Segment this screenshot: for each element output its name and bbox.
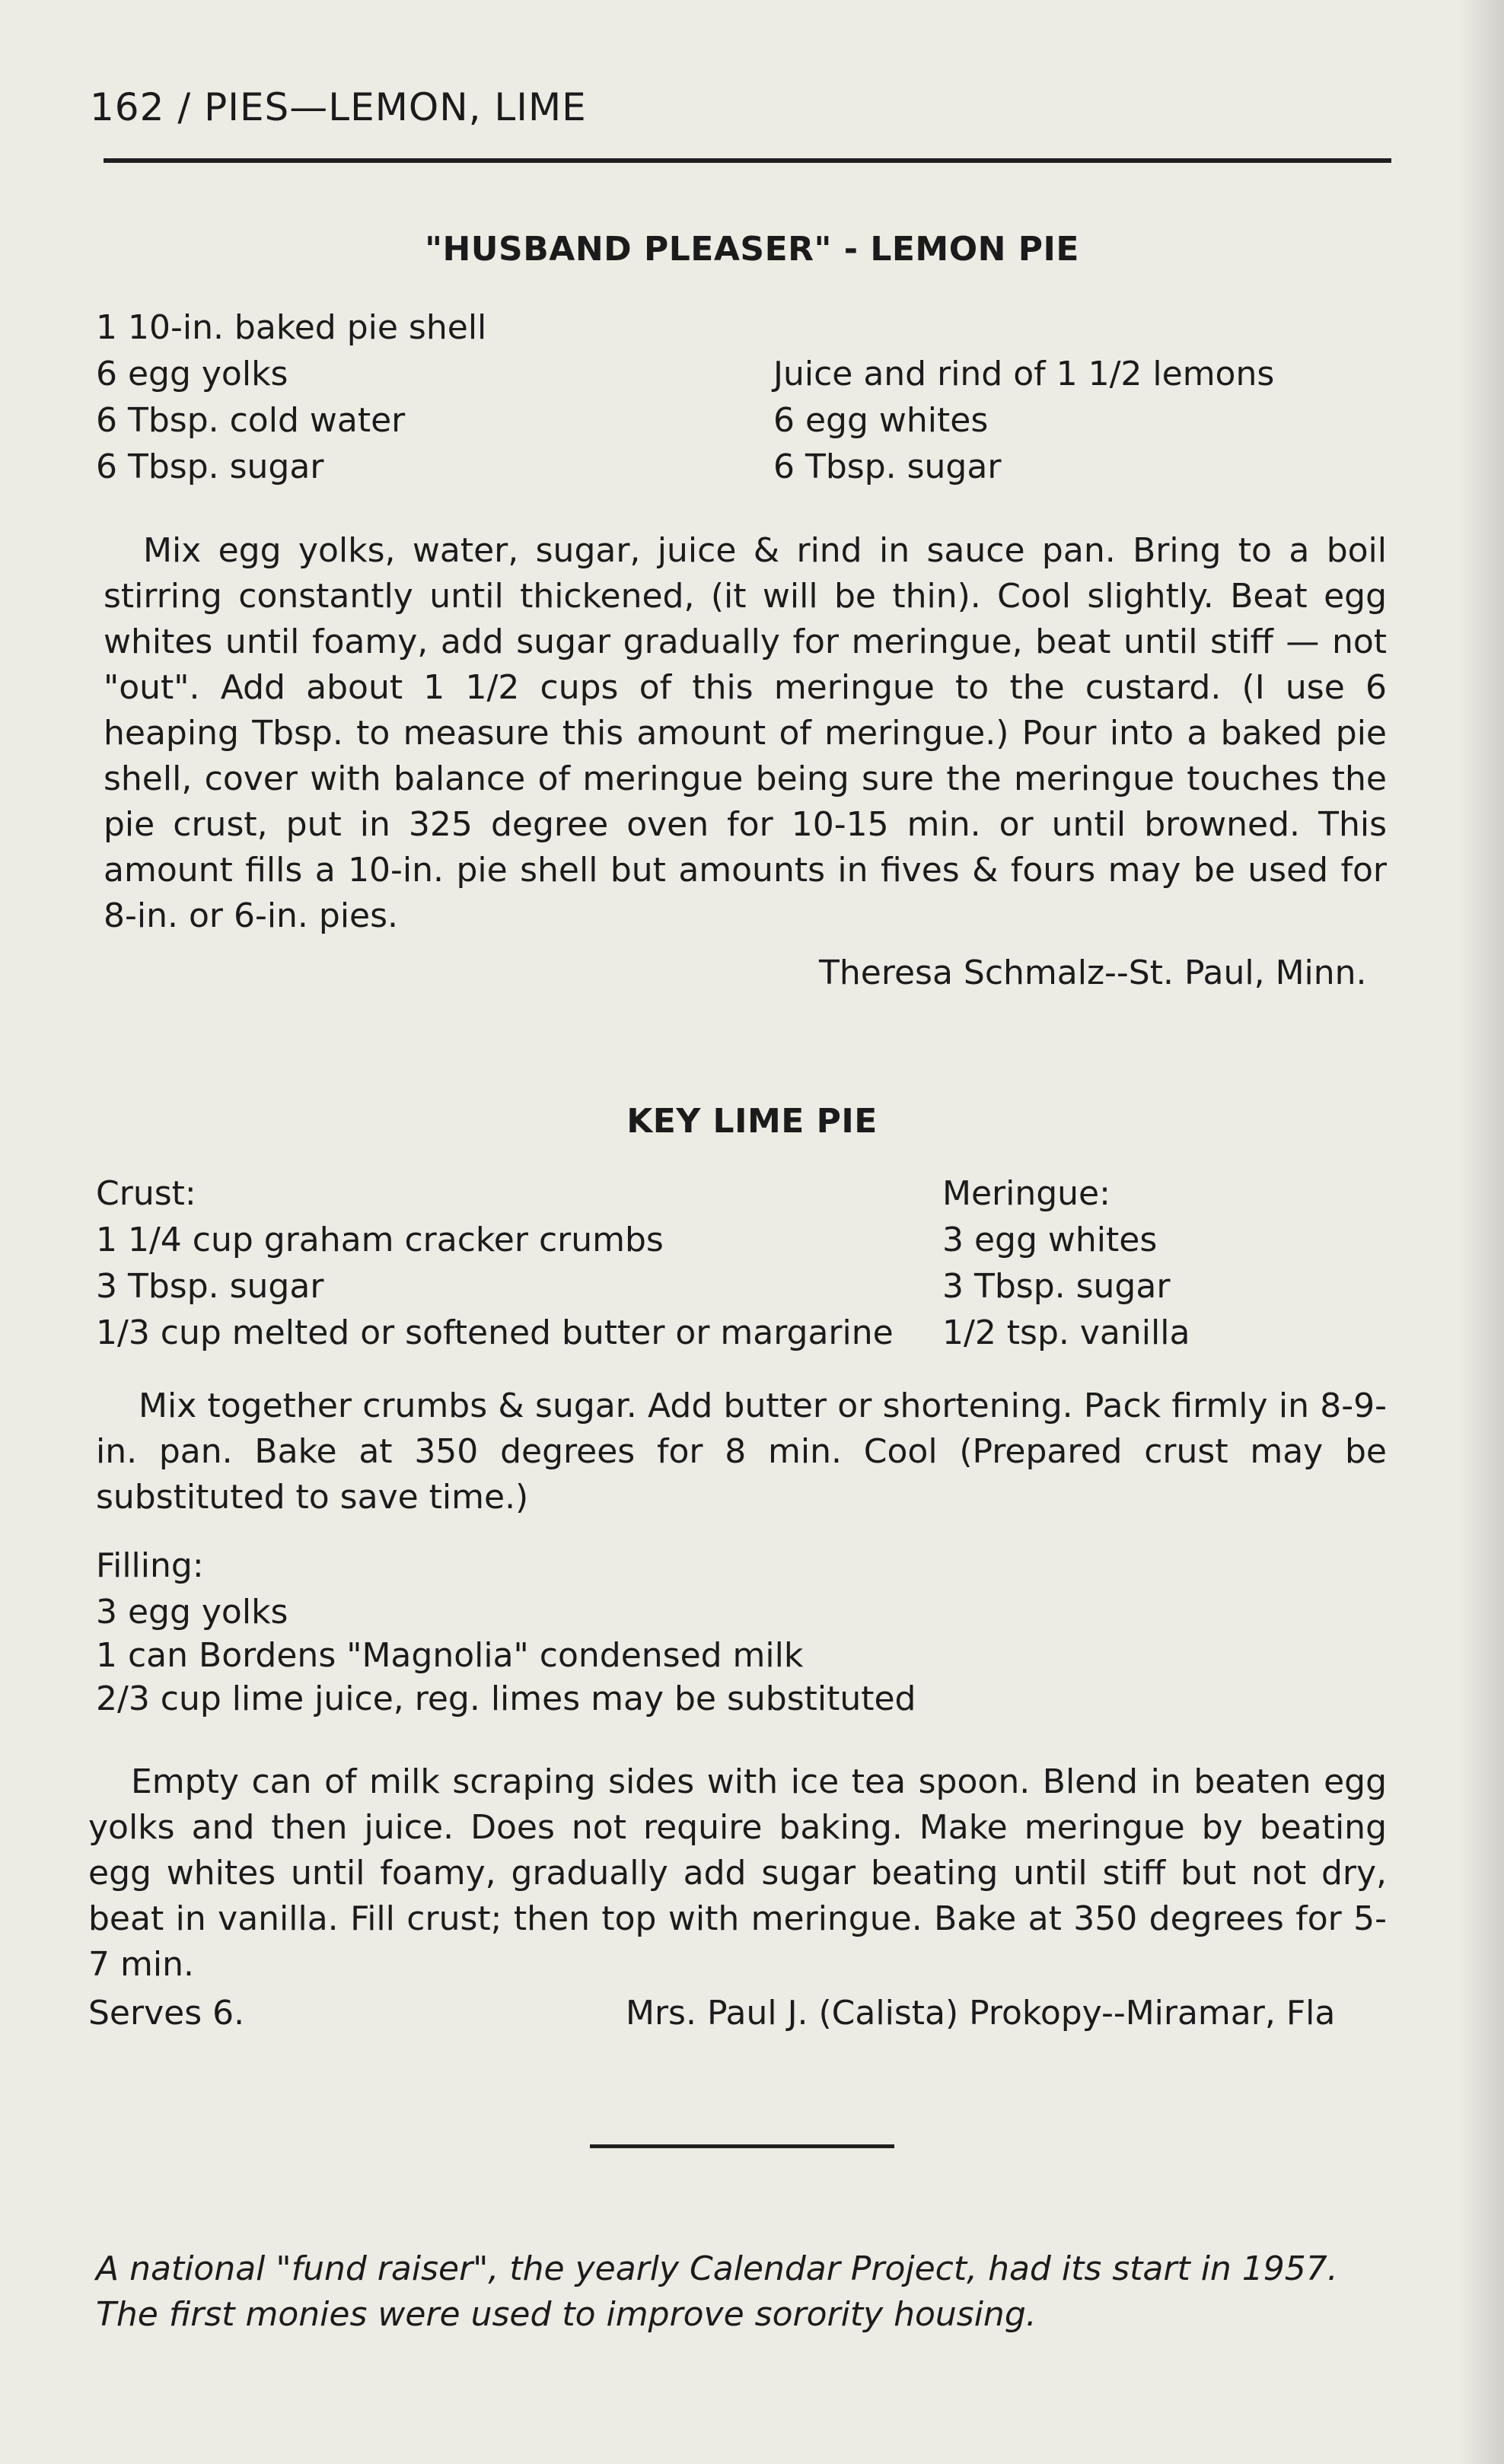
- lemon-ingredient: 6 Tbsp. sugar: [96, 447, 324, 486]
- lemon-ingredient: 6 Tbsp. sugar: [773, 447, 1002, 486]
- header-rule: [104, 158, 1391, 163]
- lemon-pie-byline: Theresa Schmalz--St. Paul, Minn.: [819, 953, 1367, 992]
- crust-ingredient: 3 Tbsp. sugar: [96, 1267, 324, 1306]
- page-edge-shadow: [1458, 0, 1504, 2464]
- lemon-ingredient: 6 Tbsp. cold water: [96, 401, 406, 440]
- meringue-ingredient: 3 Tbsp. sugar: [942, 1267, 1171, 1306]
- filling-instructions: Empty can of milk scraping sides with ice tea spoon. Blend in beaten egg yolks and then juice. Does not require baking. Make meringue by beating egg whites until foamy, gradually add sugar beating until stiff but not dry, beat in vanilla. Fill crust; then top with meringue. Bake at 350 degrees for 5-7 min.: [88, 1762, 1387, 1984]
- lemon-ingredient: 6 egg yolks: [96, 355, 288, 393]
- key-lime-pie-byline: Mrs. Paul J. (Calista) Prokopy--Miramar, Fla: [626, 1994, 1336, 2033]
- lemon-pie-title: "HUSBAND PLEASER" - LEMON PIE: [425, 230, 1079, 269]
- meringue-heading: Meringue:: [942, 1174, 1110, 1213]
- meringue-ingredient: 1/2 tsp. vanilla: [942, 1313, 1190, 1352]
- filling-ingredient: 2/3 cup lime juice, reg. limes may be substituted: [96, 1679, 916, 1718]
- lemon-pie-instructions: Mix egg yolks, water, sugar, juice & rind in sauce pan. Bring to a boil stirring constantly until thickened, (it will be thin). Cool slightly. Beat egg whites until foamy, add sugar gradually for meringue, beat until stiff — not "out". Add about 1 1/2 cups of this meringue to the custard. (I use 6 heaping Tbsp. to measure this amount of meringue.) Pour into a baked pie shell, cover with balance of meringue being sure the meringue touches the pie crust, put in 325 degree oven for 10-15 min. or until browned. This amount fills a 10-in. pie shell but amounts in fives & fours may be used for 8-in. or 6-in. pies.: [104, 531, 1387, 935]
- page-header: 162 / PIES—LEMON, LIME: [90, 85, 587, 129]
- filling-ingredient: 3 egg yolks: [96, 1593, 288, 1632]
- section-divider: [590, 2144, 894, 2148]
- filling-heading: Filling:: [96, 1546, 204, 1585]
- crust-heading: Crust:: [96, 1174, 196, 1213]
- key-lime-pie-title: KEY LIME PIE: [626, 1102, 878, 1141]
- crust-ingredient: 1 1/4 cup graham cracker crumbs: [96, 1221, 664, 1259]
- lemon-ingredient: 6 egg whites: [773, 401, 989, 440]
- filling-ingredient: 1 can Bordens "Magnolia" condensed milk: [96, 1636, 804, 1675]
- serves-note: Serves 6.: [88, 1994, 245, 2033]
- meringue-ingredient: 3 egg whites: [942, 1221, 1158, 1259]
- crust-ingredient: 1/3 cup melted or softened butter or margarine: [96, 1313, 894, 1352]
- lemon-ingredient: 1 10-in. baked pie shell: [96, 308, 487, 347]
- crust-instructions: Mix together crumbs & sugar. Add butter or shortening. Pack firmly in 8-9-in. pan. Bake at 350 degrees for 8 min. Cool (Prepared crust may be substituted to save time.): [96, 1386, 1387, 1517]
- footnote: A national "fund raiser", the yearly Calendar Project, had its start in 1957. The first monies were used to improve sorority housing.: [96, 2249, 1338, 2334]
- lemon-ingredient: Juice and rind of 1 1/2 lemons: [773, 355, 1275, 393]
